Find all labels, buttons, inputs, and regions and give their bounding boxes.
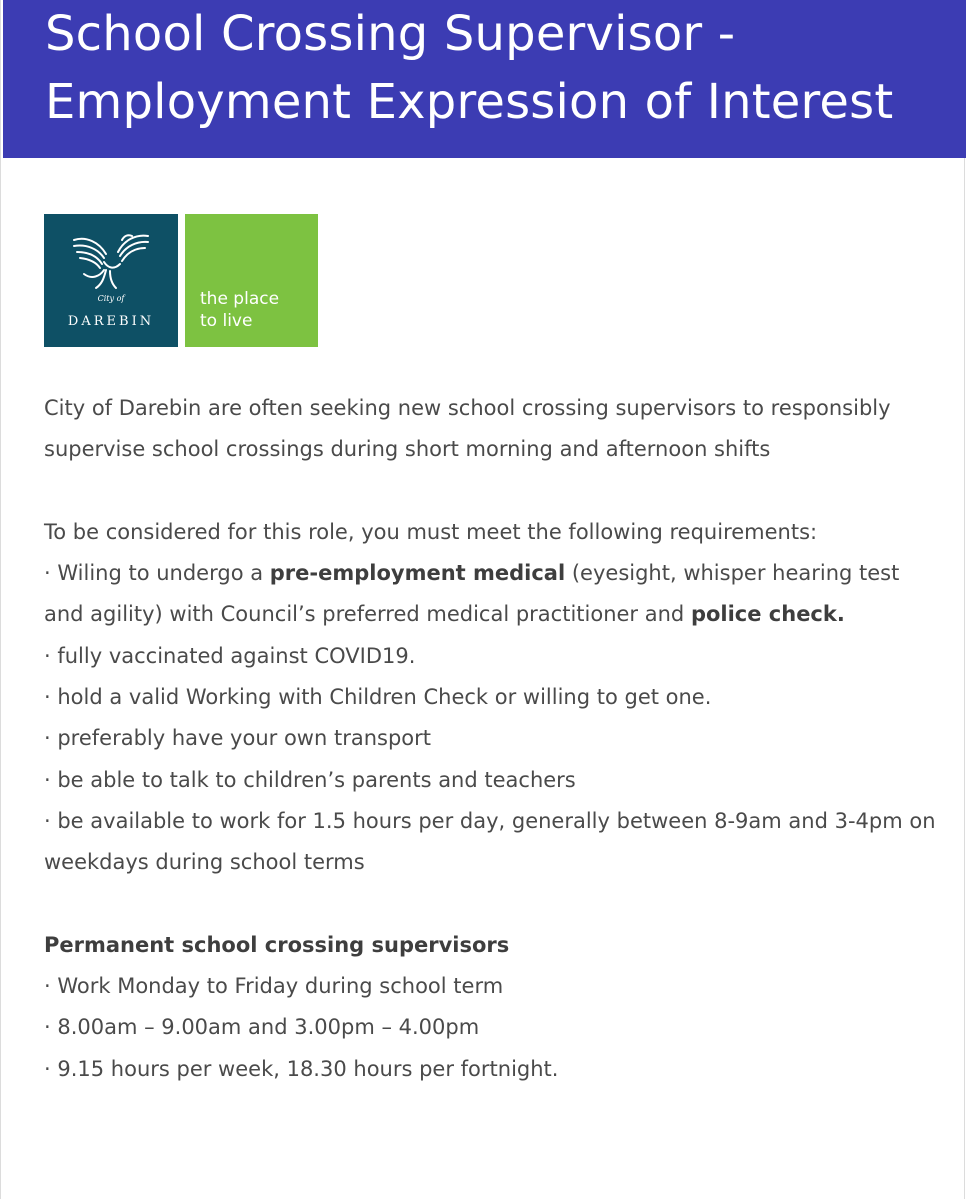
logo-tagline (200, 288, 279, 332)
bird-icon (44, 214, 178, 304)
page-title (45, 0, 893, 136)
requirement-medical (44, 553, 944, 636)
permanent-item: · 9.15 hours per week, 18.30 hours per fortnight. (44, 1056, 559, 1081)
permanent-item: · 8.00am – 9.00am and 3.00pm – 4.00pm (44, 1015, 480, 1040)
logo-emblem-panel (44, 214, 178, 347)
requirement-police-check: police check. (690, 602, 845, 627)
requirement-item: · preferably have your own transport (44, 726, 431, 751)
page-title-line2: Employment Expression of Interest (45, 74, 894, 130)
requirement-medical-prefix: · Wiling to undergo a (44, 561, 270, 586)
requirement-medical-middle: (eyesight, whisper hearing test and agility) with Council’s preferred medical practitioner and (44, 561, 900, 627)
requirement-medical-bold: pre-employment medical (269, 561, 566, 586)
darebin-logo (44, 214, 318, 347)
intro-paragraph: City of Darebin are often seeking new school crossing supervisors to responsibly supervise school crossings during short morning and afternoon shifts (44, 396, 891, 462)
permanent-heading (44, 925, 944, 966)
logo-tagline-panel (185, 214, 318, 347)
requirement-item: · fully vaccinated against COVID19. (44, 643, 416, 668)
requirements-lead: To be considered for this role, you must meet the following requirements: (44, 519, 818, 544)
logo-tagline-line2: to live (200, 311, 253, 331)
permanent-item: · Work Monday to Friday during school term (44, 974, 504, 999)
description-body (44, 388, 944, 1090)
logo-tagline-line1: the place (200, 289, 280, 309)
logo-city-name: DAREBIN (67, 314, 155, 329)
requirement-item: · hold a valid Working with Children Check or willing to get one. (44, 685, 712, 710)
page-header (3, 0, 966, 158)
requirement-item: · be available to work for 1.5 hours per day, generally between 8-9am and 3-4pm on weekdays during school terms (44, 808, 936, 875)
page-title-line1: School Crossing Supervisor - (45, 6, 736, 62)
requirement-item: · be able to talk to children’s parents and teachers (44, 767, 576, 792)
logo-city-small: City of (97, 294, 125, 303)
permanent-heading-text: Permanent school crossing supervisors (44, 932, 510, 957)
